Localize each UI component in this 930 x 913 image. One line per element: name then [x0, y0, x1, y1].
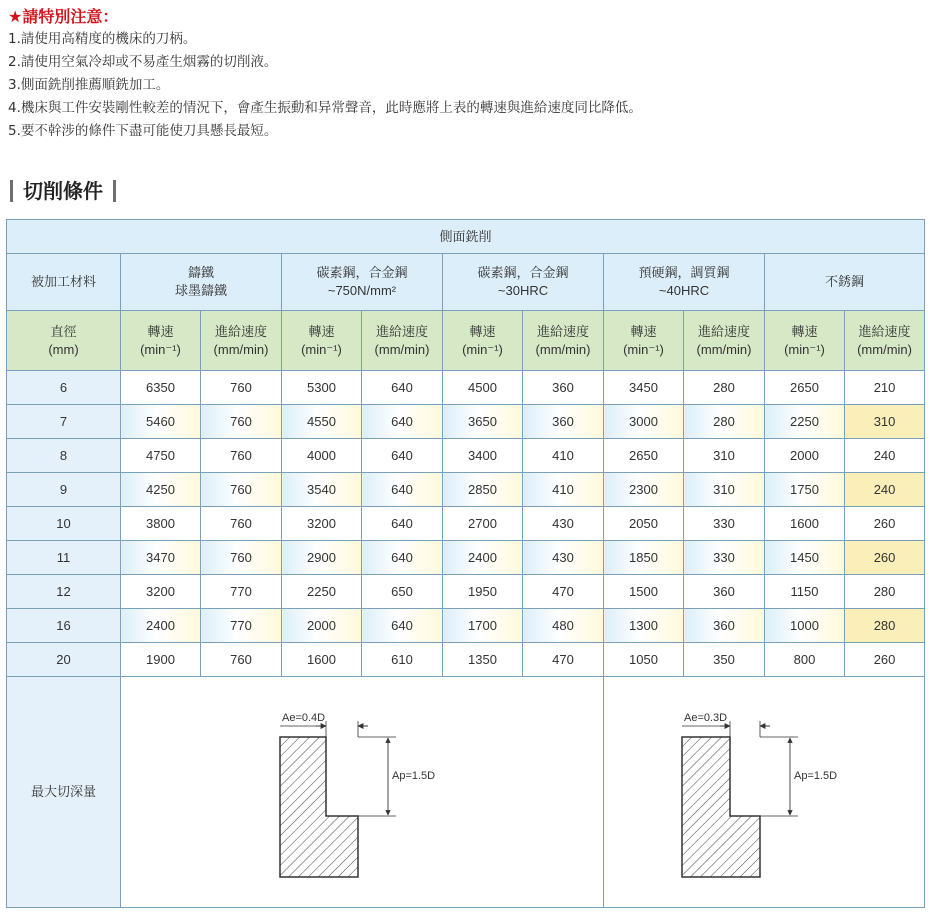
feed-cell: 770: [201, 609, 282, 643]
diameter-header: [7, 311, 121, 371]
speed-cell: 2650: [765, 371, 845, 405]
feed-cell: 640: [362, 405, 443, 439]
feed-header: [845, 311, 925, 371]
speed-cell: 3400: [443, 439, 523, 473]
speed-cell: 2250: [282, 575, 362, 609]
speed-cell: 5460: [121, 405, 201, 439]
speed-unit: (min⁻¹): [784, 341, 825, 357]
feed-cell: 360: [523, 371, 604, 405]
feed-cell: 410: [523, 439, 604, 473]
feed-header: [523, 311, 604, 371]
material-grade: 球墨鑄鐵: [174, 283, 227, 298]
material-header: [604, 254, 765, 311]
notice-title: ★請特別注意：: [8, 7, 119, 26]
feed-cell: 280: [684, 405, 765, 439]
feed-unit: (mm/min): [374, 341, 430, 357]
depth-label: 最大切深量: [7, 677, 121, 908]
heading-bar-right: [113, 180, 116, 202]
feed-cell: 480: [523, 609, 604, 643]
diameter-cell: 9: [7, 473, 121, 507]
notice-item: 2.請使用空氣冷却或不易產生烟霧的切削液。: [8, 54, 278, 70]
material-name: 鑄鐵: [187, 265, 214, 280]
heading-bar-left: [10, 180, 13, 202]
table-row: [7, 541, 925, 575]
material-header: [765, 254, 925, 311]
section-title: 切削條件: [23, 179, 103, 203]
speed-cell: 2300: [604, 473, 684, 507]
feed-label: 進給速度: [536, 323, 589, 339]
material-header: [282, 254, 443, 311]
feed-cell: 210: [845, 371, 925, 405]
speed-label: 轉速: [630, 323, 657, 339]
speed-cell: 4750: [121, 439, 201, 473]
diameter-cell: 8: [7, 439, 121, 473]
diameter-cell: 10: [7, 507, 121, 541]
speed-cell: 1850: [604, 541, 684, 575]
speed-cell: 1150: [765, 575, 845, 609]
speed-cell: 3200: [121, 575, 201, 609]
feed-cell: 280: [845, 609, 925, 643]
feed-cell: 240: [845, 473, 925, 507]
speed-cell: 1950: [443, 575, 523, 609]
material-grade: ~750N/mm²: [327, 283, 397, 298]
speed-cell: 2050: [604, 507, 684, 541]
speed-header: [765, 311, 845, 371]
feed-unit: (mm/min): [696, 341, 752, 357]
feed-cell: 770: [201, 575, 282, 609]
speed-cell: 2400: [121, 609, 201, 643]
feed-cell: 430: [523, 541, 604, 575]
workpiece-profile: [682, 737, 760, 877]
speed-cell: 1000: [765, 609, 845, 643]
depth-row: [7, 677, 925, 908]
feed-cell: 360: [684, 575, 765, 609]
speed-cell: 3800: [121, 507, 201, 541]
speed-cell: 3000: [604, 405, 684, 439]
feed-cell: 260: [845, 541, 925, 575]
notice-item: 1.請使用高精度的機床的刀柄。: [8, 31, 197, 47]
feed-cell: 360: [684, 609, 765, 643]
feed-cell: 310: [684, 473, 765, 507]
diameter-unit: (mm): [48, 341, 79, 357]
speed-label: 轉速: [147, 323, 174, 339]
diameter-cell: 11: [7, 541, 121, 575]
feed-cell: 280: [845, 575, 925, 609]
speed-cell: 1500: [604, 575, 684, 609]
diameter-cell: 20: [7, 643, 121, 677]
feed-cell: 360: [523, 405, 604, 439]
diameter-cell: 6: [7, 371, 121, 405]
speed-cell: 1900: [121, 643, 201, 677]
feed-cell: 240: [845, 439, 925, 473]
speed-unit: (min⁻¹): [462, 341, 503, 357]
ap-label: Ap=1.5D: [392, 770, 436, 782]
speed-header: [604, 311, 684, 371]
material-name: 不銹鋼: [825, 274, 865, 289]
speed-header: [443, 311, 523, 371]
depth-diagram-cell: [121, 677, 604, 908]
cutting-depth-diagram: [664, 697, 864, 887]
notice-list: [8, 28, 908, 143]
feed-cell: 650: [362, 575, 443, 609]
feed-cell: 410: [523, 473, 604, 507]
speed-unit: (min⁻¹): [140, 341, 181, 357]
speed-cell: 4500: [443, 371, 523, 405]
material-grade: ~40HRC: [658, 283, 710, 298]
speed-cell: 1600: [282, 643, 362, 677]
table-row: [7, 405, 925, 439]
diameter-cell: 16: [7, 609, 121, 643]
speed-cell: 4550: [282, 405, 362, 439]
section-heading: [10, 176, 116, 206]
feed-cell: 470: [523, 575, 604, 609]
speed-cell: 2400: [443, 541, 523, 575]
feed-cell: 760: [201, 541, 282, 575]
table-row: [7, 575, 925, 609]
depth-diagram-cell: [604, 677, 925, 908]
feed-cell: 330: [684, 541, 765, 575]
feed-cell: 280: [684, 371, 765, 405]
table-row: [7, 609, 925, 643]
feed-label: 進給速度: [214, 323, 267, 339]
speed-unit: (min⁻¹): [623, 341, 664, 357]
workpiece-profile: [280, 737, 358, 877]
ae-label: Ae=0.3D: [684, 712, 728, 724]
material-grade: ~30HRC: [497, 283, 549, 298]
speed-cell: 1300: [604, 609, 684, 643]
speed-cell: 800: [765, 643, 845, 677]
feed-cell: 760: [201, 507, 282, 541]
speed-cell: 2250: [765, 405, 845, 439]
material-name: 預硬鋼，調質鋼: [638, 265, 730, 280]
speed-header: [282, 311, 362, 371]
feed-cell: 310: [845, 405, 925, 439]
feed-header: [362, 311, 443, 371]
speed-cell: 1700: [443, 609, 523, 643]
material-name: 碳素鋼，合金鋼: [477, 265, 569, 280]
feed-cell: 260: [845, 643, 925, 677]
diameter-cell: 12: [7, 575, 121, 609]
speed-cell: 2700: [443, 507, 523, 541]
feed-unit: (mm/min): [535, 341, 591, 357]
speed-header: [121, 311, 201, 371]
cutting-depth-diagram: [262, 697, 462, 887]
diameter-label: 直徑: [50, 323, 77, 339]
material-header: [121, 254, 282, 311]
speed-label: 轉速: [308, 323, 335, 339]
table-row: [7, 473, 925, 507]
table-caption: 側面銑削: [7, 220, 925, 254]
notice-block: [8, 6, 908, 143]
speed-cell: 1350: [443, 643, 523, 677]
speed-cell: 1450: [765, 541, 845, 575]
speed-label: 轉速: [791, 323, 818, 339]
cutting-conditions-table: [6, 219, 925, 908]
notice-item: 4.機床與工件安裝剛性較差的情況下，會產生振動和异常聲音，此時應將上表的轉速與進給速度同比降低。: [8, 100, 642, 116]
feed-unit: (mm/min): [213, 341, 269, 357]
speed-cell: 4000: [282, 439, 362, 473]
speed-cell: 2000: [765, 439, 845, 473]
feed-label: 進給速度: [697, 323, 750, 339]
speed-cell: 1050: [604, 643, 684, 677]
speed-cell: 3200: [282, 507, 362, 541]
speed-label: 轉速: [469, 323, 496, 339]
feed-cell: 610: [362, 643, 443, 677]
feed-cell: 760: [201, 439, 282, 473]
feed-label: 進給速度: [375, 323, 428, 339]
feed-cell: 760: [201, 643, 282, 677]
speed-cell: 2850: [443, 473, 523, 507]
speed-cell: 5300: [282, 371, 362, 405]
speed-unit: (min⁻¹): [301, 341, 342, 357]
feed-cell: 760: [201, 371, 282, 405]
speed-cell: 3450: [604, 371, 684, 405]
feed-cell: 350: [684, 643, 765, 677]
speed-cell: 4250: [121, 473, 201, 507]
feed-cell: 640: [362, 371, 443, 405]
feed-cell: 760: [201, 405, 282, 439]
speed-cell: 6350: [121, 371, 201, 405]
speed-cell: 3650: [443, 405, 523, 439]
feed-cell: 640: [362, 439, 443, 473]
feed-cell: 310: [684, 439, 765, 473]
material-label: 被加工材料: [7, 254, 121, 311]
table-row: [7, 371, 925, 405]
table-row: [7, 643, 925, 677]
speed-cell: 2650: [604, 439, 684, 473]
material-header: [443, 254, 604, 311]
feed-unit: (mm/min): [857, 341, 912, 357]
feed-header: [684, 311, 765, 371]
feed-cell: 640: [362, 473, 443, 507]
table-row: [7, 439, 925, 473]
feed-label: 進給速度: [858, 323, 911, 339]
speed-cell: 3470: [121, 541, 201, 575]
feed-cell: 430: [523, 507, 604, 541]
feed-cell: 760: [201, 473, 282, 507]
speed-cell: 1600: [765, 507, 845, 541]
diameter-cell: 7: [7, 405, 121, 439]
speed-cell: 2900: [282, 541, 362, 575]
feed-cell: 640: [362, 609, 443, 643]
feed-cell: 640: [362, 507, 443, 541]
feed-cell: 470: [523, 643, 604, 677]
table-row: [7, 507, 925, 541]
ae-label: Ae=0.4D: [282, 712, 326, 724]
feed-cell: 330: [684, 507, 765, 541]
notice-item: 5.要不幹涉的條件下盡可能使刀具懸長最短。: [8, 123, 278, 139]
speed-cell: 2000: [282, 609, 362, 643]
feed-cell: 640: [362, 541, 443, 575]
notice-item: 3.側面銑削推薦順銑加工。: [8, 77, 170, 93]
feed-cell: 260: [845, 507, 925, 541]
feed-header: [201, 311, 282, 371]
speed-cell: 1750: [765, 473, 845, 507]
material-name: 碳素鋼，合金鋼: [316, 265, 408, 280]
ap-label: Ap=1.5D: [794, 770, 838, 782]
speed-cell: 3540: [282, 473, 362, 507]
